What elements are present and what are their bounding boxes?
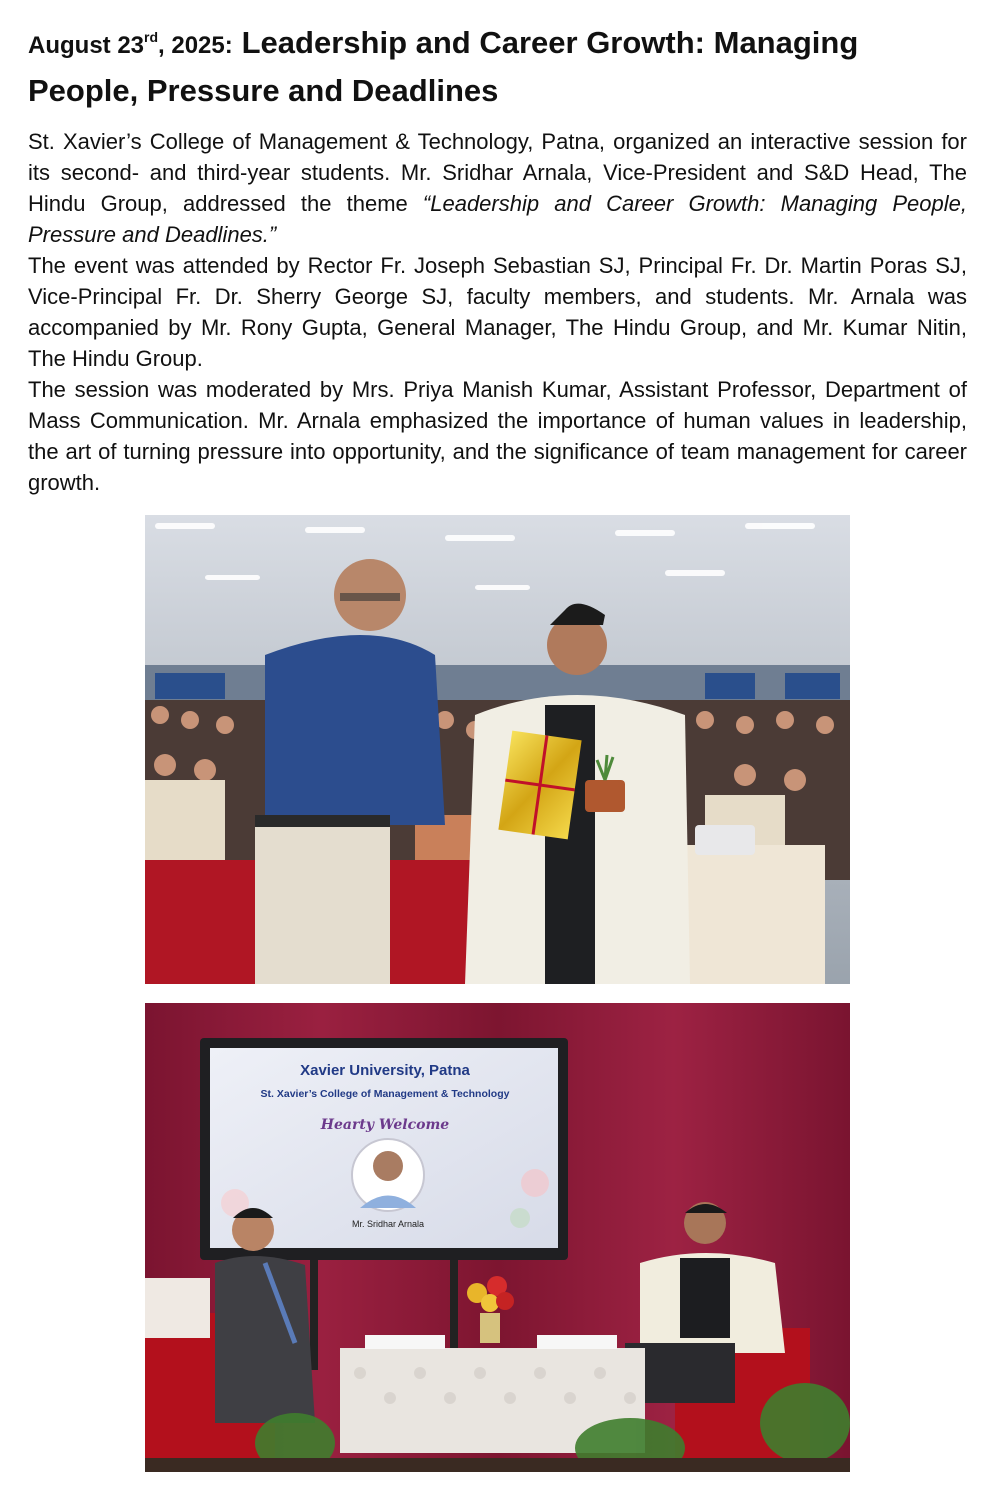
paragraph-session: The session was moderated by Mrs. Priya Manish Kumar, Assistant Professor, Department of Mass Communication. Mr. Arnala emphasized the importance of human values in leadership, the art of turning pressure into opportunity, and the significance of team management for career growth. [28,377,967,495]
screen-welcome-text: Hearty Welcome [320,1117,450,1133]
article-heading [28,20,973,113]
screen-guest-name: Mr. Sridhar Arnala [351,1219,425,1229]
photo-stage-session [145,1003,850,1472]
date-year: , 2025: [158,32,233,59]
article-date [28,29,233,59]
photo-memento-illustration [145,515,850,984]
intro-text: St. Xavier’s College of Management & Technology, Patna, organized an interactive session for its second- and third-year students. Mr. Sridhar Arnala, Vice-President and S&D Head, The Hindu Group, addressed the theme [28,129,967,216]
date-ordinal: rd [144,29,159,45]
article-title: Leadership and Career Growth: Managing People, Pressure and Deadlines [28,25,859,108]
screen-college-name: St. Xavier’s College of Management & Technology [260,1088,510,1100]
screen-university-name: Xavier University, Patna [300,1062,470,1079]
date-day: August 23 [28,32,145,59]
paragraph-intro [28,126,967,250]
article-body [28,126,967,498]
session-theme: “Leadership and Career Growth: Managing People, Pressure and Deadlines.” [28,191,968,247]
photo-stage-illustration [145,1003,850,1472]
photo-memento-presentation [145,515,850,984]
paragraph-attendees: The event was attended by Rector Fr. Joseph Sebastian SJ, Principal Fr. Dr. Martin Poras SJ, Vice-Principal Fr. Dr. Sherry George SJ, faculty members, and students. Mr. Arnala was accompanied by Mr. Rony Gupta, General Manager, The Hindu Group, and Mr. Kumar Nitin, The Hindu Group. [28,253,967,371]
